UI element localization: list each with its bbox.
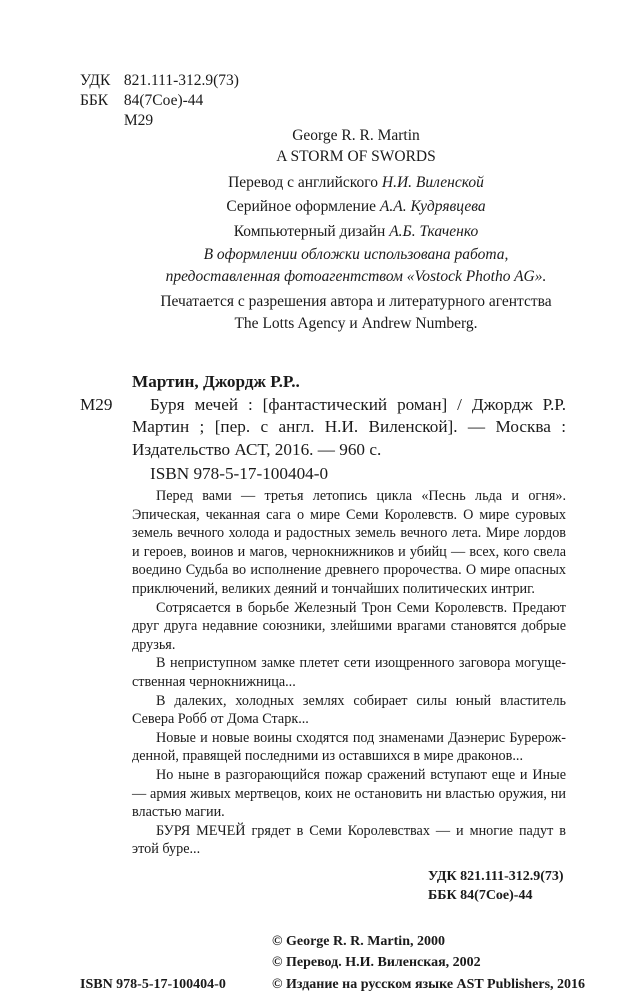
udk-label: УДК	[80, 72, 111, 89]
copyright-line: © Перевод. Н.И. Виленская, 2002	[272, 955, 481, 971]
permission-line: Печатается с разрешения автора и литературного агентства	[160, 293, 552, 310]
credits-block	[130, 171, 582, 244]
series-designer: А.А. Кудрявцева	[379, 198, 486, 216]
udk-row	[80, 71, 239, 91]
series-design-credit	[130, 195, 582, 219]
catalog-isbn: ISBN 978-5-17-100404-0	[150, 464, 329, 483]
translation-label: Перевод с английского	[228, 174, 379, 191]
imprint-footer	[80, 931, 634, 996]
cover-note	[130, 244, 582, 288]
udk-value: 821.111-312.9(73)	[123, 72, 239, 89]
computer-design-credit	[130, 220, 582, 244]
computer-design-label: Компьютерный дизайн	[233, 222, 386, 240]
classification-footer	[428, 867, 634, 905]
bbk-code: ББК 84(7Сое)-44	[428, 887, 533, 903]
annotation	[132, 487, 566, 859]
lower-section	[0, 371, 634, 995]
bbk-label: ББК	[80, 92, 109, 109]
annotation-paragraph: Сотрясается в борьбе Железный Трон Семи Королевств. Предают друг друга недавние союзники, злейшими врагами становятся добрые друзья.	[132, 599, 566, 653]
udk-code: УДК 821.111-312.9(73)	[428, 868, 564, 884]
original-title: A STORM OF SWORDS	[276, 148, 436, 165]
annotation-paragraph: В неприступном замке плетет сети изощренного заговора могущественная чернокнижница...	[132, 655, 566, 690]
isbn-footer: ISBN 978-5-17-100404-0	[80, 976, 226, 992]
catalog-entry	[80, 371, 566, 461]
permission-line: The Lotts Agency и Andrew Numberg.	[234, 315, 478, 332]
copyright-line: © George R. R. Martin, 2000	[272, 933, 445, 949]
annotation-paragraph: Новые и новые воины сходятся под знаменами Даэнерис Бурерожденной, правящей последними из оставшихся в мире драконов...	[132, 729, 566, 765]
original-credits	[130, 125, 582, 167]
annotation-paragraph: В далеких, холодных землях собирает силы юный властитель Севера Робб от Дома Старк...	[132, 692, 566, 728]
translation-credit	[130, 171, 582, 195]
author-mark: М29	[123, 112, 154, 129]
annotation-paragraph: Перед вами — третья летопись цикла «Песнь льда и огня». Эпическая, чеканная сага о мире Семи Королевств. О мире суровых земель вечного холода и радостных земель вечного лета. Мире лордов и героев, воинов и магов, чернокнижников и убийц — всех, кого свела воедино Судьба во исполнение древнего пророчества. О мире опасных приключений, великих деяний и тончайших политических интриг.	[132, 488, 566, 597]
copyright-line: © Издание на русском языке AST Publishers, 2016	[272, 976, 586, 992]
annotation-paragraph: БУРЯ МЕЧЕЙ грядет в Семи Королевствах — и многие падут в этой буре...	[132, 822, 566, 858]
series-design-label: Серийное оформление	[226, 198, 377, 216]
catalog-author-heading: Мартин, Джордж Р.Р..	[132, 372, 300, 391]
copyright-block	[272, 931, 585, 996]
bbk-row	[80, 91, 239, 111]
catalog-reference: Буря мечей : [фантастический роман] / Джордж Р.Р. Мартин ; [пер. с англ. Н.И. Виленской]. — Москва : Издательство АСТ, 2016. — 960 с.	[132, 394, 566, 459]
cover-note-line: предоставленная фотоагентством «Vostock Photho AG».	[165, 268, 547, 285]
annotation-paragraph: Но ныне в разгорающийся пожар сражений вступают еще и Иные — армия живых мертвецов, коих не остановить ни властью оружия, ни властью магии.	[132, 766, 566, 821]
bbk-value: 84(7Сое)-44	[123, 92, 204, 109]
permission-note	[130, 291, 582, 335]
original-author: George R. R. Martin	[292, 127, 420, 144]
classification-header	[80, 71, 239, 131]
translator: Н.И. Виленской	[381, 174, 484, 191]
cover-note-line: В оформлении обложки использована работа,	[203, 246, 509, 263]
catalog-author-mark: М29	[80, 394, 113, 414]
computer-designer: А.Б. Ткаченко	[389, 222, 479, 240]
